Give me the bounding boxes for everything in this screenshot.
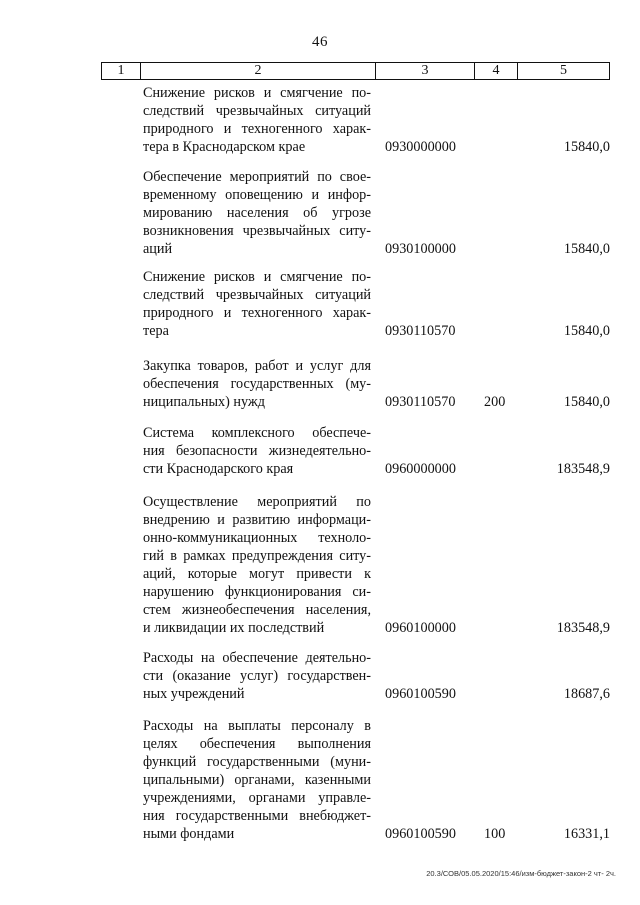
row-code: 0930110570 xyxy=(385,323,456,339)
column-header-2: 2 xyxy=(141,63,376,79)
description-line: и ликвидации их последствий xyxy=(143,620,325,636)
description-line: тера xyxy=(143,323,169,339)
description-line: Обеспечение мероприятий по свое- xyxy=(143,169,371,185)
page-number: 46 xyxy=(312,34,328,50)
description-line: онно-коммуникационных техноло- xyxy=(143,530,371,546)
row-expense-type: 100 xyxy=(484,826,506,842)
description-line: следствий чрезвычайных ситуаций xyxy=(143,287,371,303)
row-code: 0960000000 xyxy=(385,461,456,477)
row-description xyxy=(143,424,371,478)
row-description xyxy=(143,649,371,703)
description-line: учреждениями, органами управле- xyxy=(143,790,371,806)
description-line: Расходы на выплаты персоналу в xyxy=(143,718,371,734)
row-amount: 183548,9 xyxy=(556,461,610,477)
description-line: обеспечения государственных (му- xyxy=(143,376,371,392)
row-description xyxy=(143,493,371,637)
column-header-1: 1 xyxy=(102,63,141,79)
row-description xyxy=(143,168,371,258)
column-header-4: 4 xyxy=(475,63,518,79)
description-line: Расходы на обеспечение деятельно- xyxy=(143,650,371,666)
description-line: ния государственными внебюджет- xyxy=(143,808,371,824)
row-description xyxy=(143,357,371,411)
row-amount: 15840,0 xyxy=(563,139,610,155)
description-line: Снижение рисков и смягчение по- xyxy=(143,269,371,285)
row-code: 0930000000 xyxy=(385,139,456,155)
description-line: сти Краснодарского края xyxy=(143,461,294,477)
description-line: аций xyxy=(143,241,173,257)
row-amount: 16331,1 xyxy=(563,826,610,842)
row-description xyxy=(143,717,371,843)
row-code: 0930100000 xyxy=(385,241,456,257)
row-amount: 18687,6 xyxy=(563,686,610,702)
description-line: сти (оказание услуг) государствен- xyxy=(143,668,371,684)
row-code: 0960100000 xyxy=(385,620,456,636)
description-line: ных учреждений xyxy=(143,686,245,702)
description-line: внедрению и развитию информаци- xyxy=(143,512,371,528)
row-description xyxy=(143,84,371,156)
column-header-5: 5 xyxy=(560,63,567,78)
description-line: Снижение рисков и смягчение по- xyxy=(143,85,371,101)
description-line: функций государственными (муни- xyxy=(143,754,371,770)
description-line: аций, которые могут привести к xyxy=(143,566,371,582)
description-line: временному оповещению и инфор- xyxy=(143,187,371,203)
column-header-3: 3 xyxy=(376,63,475,79)
row-description xyxy=(143,268,371,340)
description-line: целях обеспечения выполнения xyxy=(143,736,371,752)
row-amount: 15840,0 xyxy=(563,394,610,410)
description-line: тера в Краснодарском крае xyxy=(143,139,306,155)
description-line: ниципальных) нужд xyxy=(143,394,265,410)
description-line: стем жизнеобеспечения населения, xyxy=(143,602,371,618)
row-code: 0930110570 xyxy=(385,394,456,410)
description-line: Осуществление мероприятий по xyxy=(143,494,371,510)
row-code: 0960100590 xyxy=(385,826,456,842)
description-line: природного и техногенного харак- xyxy=(143,121,371,137)
row-amount: 15840,0 xyxy=(563,241,610,257)
row-amount: 15840,0 xyxy=(563,323,610,339)
description-line: природного и техногенного харак- xyxy=(143,305,371,321)
row-expense-type: 200 xyxy=(484,394,506,410)
description-line: ния безопасности жизнедеятельно- xyxy=(143,443,371,459)
table-header xyxy=(101,62,610,80)
description-line: мированию населения об угрозе xyxy=(143,205,371,221)
description-line: гий в рамках предупреждения ситу- xyxy=(143,548,371,564)
description-line: Система комплексного обеспече- xyxy=(143,425,371,441)
footer-note: 20.3/СОВ/05.05.2020/15:46/изм-бюджет-закон-2 чт- 2ч. xyxy=(426,869,616,878)
description-line: нарушению функционирования си- xyxy=(143,584,371,600)
description-line: следствий чрезвычайных ситуаций xyxy=(143,103,371,119)
description-line: ными фондами xyxy=(143,826,235,842)
row-code: 0960100590 xyxy=(385,686,456,702)
description-line: ципальными) органами, казенными xyxy=(143,772,371,788)
description-line: возникновения чрезвычайных ситу- xyxy=(143,223,371,239)
description-line: Закупка товаров, работ и услуг для xyxy=(143,358,371,374)
row-amount: 183548,9 xyxy=(556,620,610,636)
